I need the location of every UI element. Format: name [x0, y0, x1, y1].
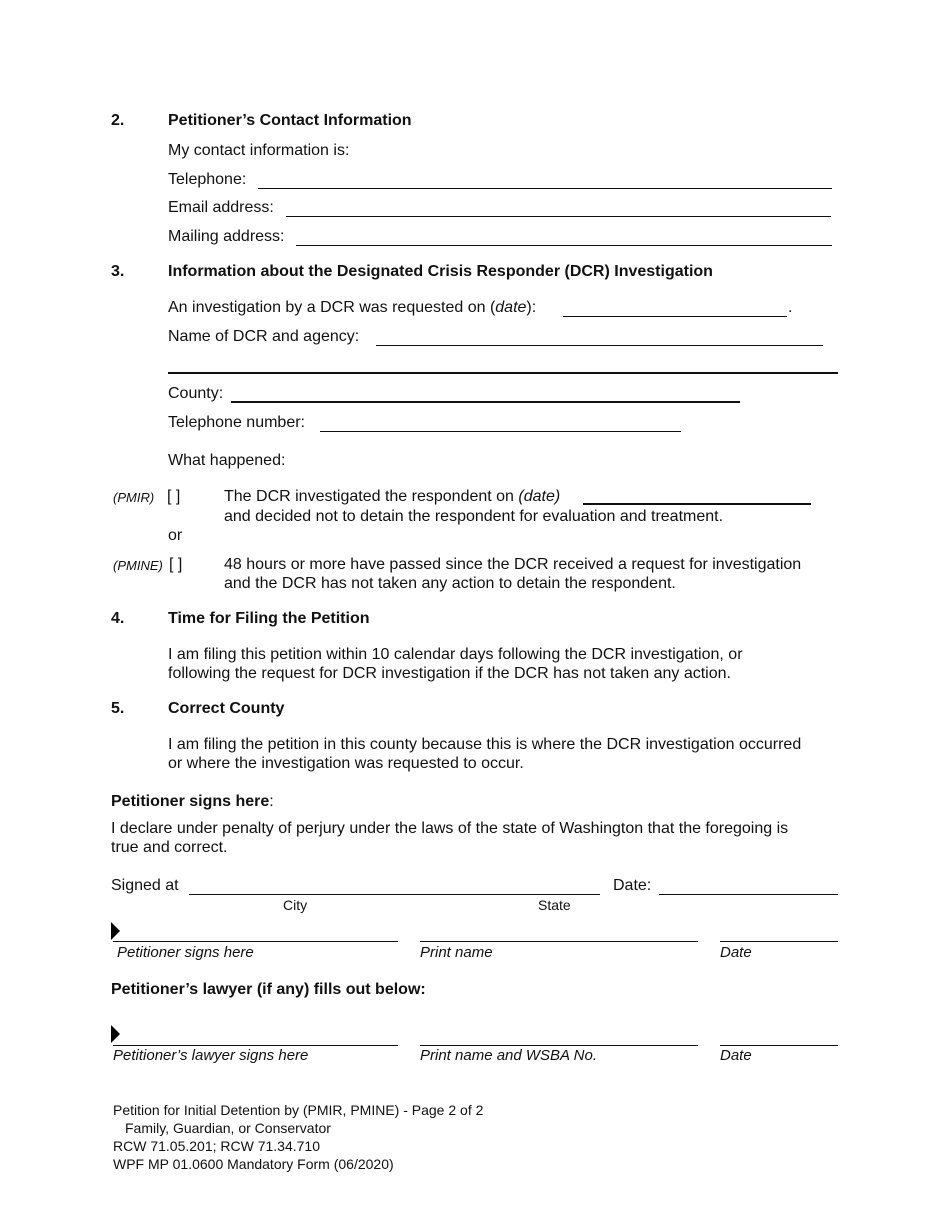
dcr-telephone-label: Telephone number:: [168, 414, 305, 431]
lawyer-date-caption: Date: [720, 1047, 752, 1064]
telephone-label: Telephone:: [168, 171, 247, 188]
petitioner-date-field[interactable]: [720, 941, 838, 942]
city-caption: City: [283, 897, 308, 913]
pmir-line-1: The DCR investigated the respondent on (date): [224, 488, 561, 505]
section-5-title: Correct County: [168, 700, 285, 717]
or-label: or: [168, 527, 183, 544]
lawyer-signs-caption: Petitioner’s lawyer signs here: [113, 1047, 309, 1064]
section-2-title: Petitioner’s Contact Information: [168, 112, 412, 129]
pmine-line-2: and the DCR has not taken any action to detain the respondent.: [224, 575, 676, 592]
print-name-caption: Print name: [420, 944, 493, 961]
petitioner-print-name-field[interactable]: [420, 941, 698, 942]
dcr-agency-field[interactable]: [376, 345, 823, 346]
section-5-line-1: I am filing the petition in this county because this is where the DCR investigation occurred: [168, 736, 802, 753]
email-field[interactable]: [286, 216, 831, 217]
footer-form-subtitle: Family, Guardian, or Conservator: [125, 1120, 331, 1136]
petitioner-signature-field[interactable]: [113, 941, 398, 942]
pmine-line-1: 48 hours or more have passed since the DCR received a request for investigation: [224, 556, 802, 573]
petitioner-date-caption: Date: [720, 944, 752, 961]
telephone-field[interactable]: [258, 188, 832, 189]
pmir-tag: (PMIR): [113, 490, 155, 505]
dcr-agency-field-continued[interactable]: [168, 372, 838, 374]
lawyer-print-name-caption: Print name and WSBA No.: [420, 1047, 598, 1064]
section-3-number: 3.: [111, 263, 125, 280]
sign-here-arrow-icon: [111, 922, 120, 940]
signed-date-field[interactable]: [659, 894, 838, 895]
county-label: County:: [168, 385, 224, 402]
investigation-requested-date-field[interactable]: [563, 316, 787, 317]
pmine-tag: (PMINE): [113, 558, 163, 573]
section-5-line-2: or where the investigation was requested to occur.: [168, 755, 524, 772]
dcr-agency-label: Name of DCR and agency:: [168, 328, 360, 345]
county-field[interactable]: [231, 401, 740, 403]
signed-date-label: Date:: [613, 877, 652, 894]
footer-form-title: Petition for Initial Detention by (PMIR, PMINE) - Page 2 of 2: [113, 1102, 484, 1118]
pmir-line-2: and decided not to detain the respondent for evaluation and treatment.: [224, 508, 724, 525]
lawyer-signature-field[interactable]: [113, 1045, 398, 1046]
section-4-title: Time for Filing the Petition: [168, 610, 370, 627]
section-5-number: 5.: [111, 700, 125, 717]
contact-intro: My contact information is:: [168, 142, 350, 159]
pmir-date-field[interactable]: [583, 503, 811, 505]
petitioner-signs-caption: Petitioner signs here: [117, 944, 254, 961]
mailing-address-field[interactable]: [296, 245, 832, 246]
requested-period: .: [788, 299, 793, 316]
dcr-telephone-field[interactable]: [320, 431, 681, 432]
declaration-line-1: I declare under penalty of perjury under the laws of the state of Washington that the foregoing is: [111, 820, 789, 837]
section-2-number: 2.: [111, 112, 125, 129]
petitioner-signs-heading: Petitioner signs here:: [111, 793, 274, 810]
investigation-requested-label: An investigation by a DCR was requested on (date):: [168, 299, 537, 316]
mailing-label: Mailing address:: [168, 228, 285, 245]
lawyer-print-name-field[interactable]: [420, 1045, 698, 1046]
lawyer-date-field[interactable]: [720, 1045, 838, 1046]
lawyer-sign-here-arrow-icon: [111, 1025, 120, 1043]
footer-form-number: WPF MP 01.0600 Mandatory Form (06/2020): [113, 1156, 394, 1172]
email-label: Email address:: [168, 199, 274, 216]
pmine-checkbox[interactable]: [ ]: [169, 556, 183, 573]
footer-rcw: RCW 71.05.201; RCW 71.34.710: [113, 1138, 320, 1154]
declaration-line-2: true and correct.: [111, 839, 228, 856]
section-3-title: Information about the Designated Crisis Responder (DCR) Investigation: [168, 263, 713, 280]
section-4-number: 4.: [111, 610, 125, 627]
lawyer-heading: Petitioner’s lawyer (if any) fills out below:: [111, 981, 426, 998]
signed-at-label: Signed at: [111, 877, 179, 894]
what-happened-label: What happened:: [168, 452, 286, 469]
section-4-line-1: I am filing this petition within 10 calendar days following the DCR investigation, or: [168, 646, 743, 663]
section-4-line-2: following the request for DCR investigation if the DCR has not taken any action.: [168, 665, 731, 682]
state-caption: State: [538, 897, 571, 913]
pmir-checkbox[interactable]: [ ]: [167, 488, 181, 505]
signed-at-field[interactable]: [189, 894, 600, 895]
